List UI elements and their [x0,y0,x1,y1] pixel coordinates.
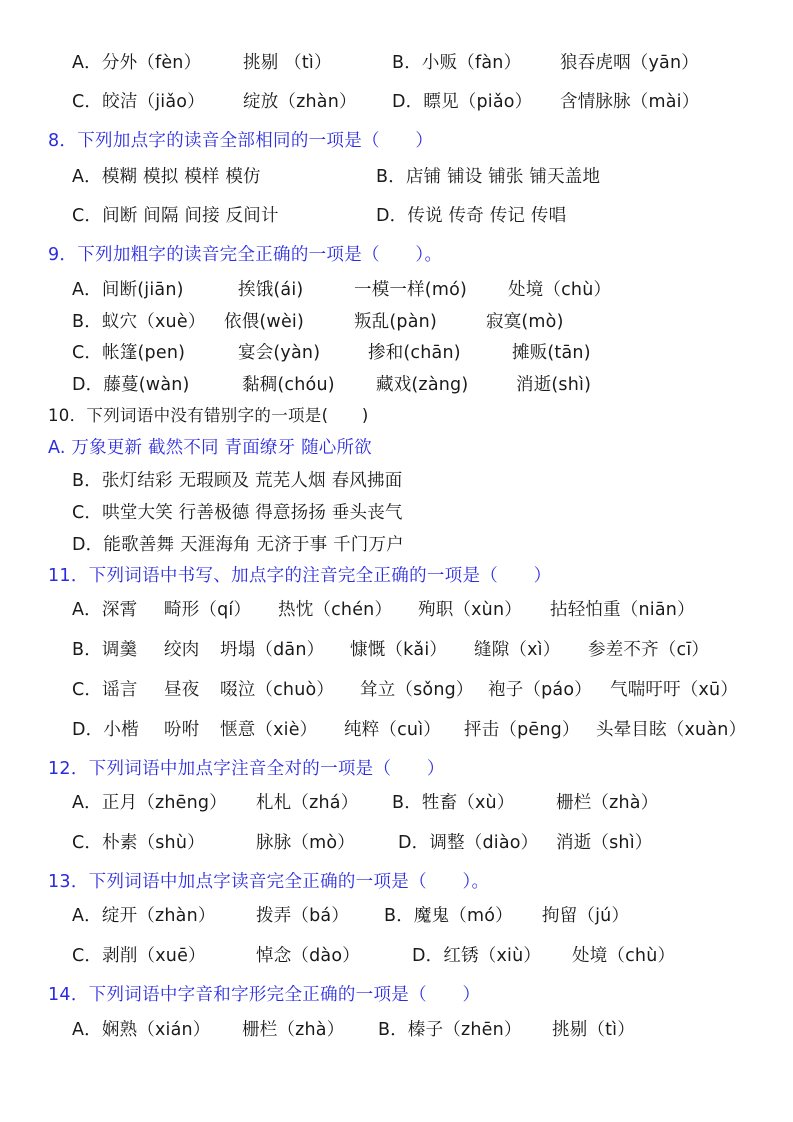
option-text: B．小贩（fàn） [392,53,522,73]
option-text: 挑剔 （tì） [243,53,332,73]
option-text: 消逝（shì） [556,833,653,853]
option-text: 栅栏（zhà） [242,1020,345,1040]
option-text: A．娴熟（xián） [72,1020,211,1040]
option-text: 慷慨（kǎi） [350,640,448,660]
option-text: 坍塌（dān） [220,640,325,660]
option-text: C．帐篷(pen) [72,343,186,363]
question-11: 11．下列词语中书写、加点字的注音完全正确的一项是（ ） [48,566,552,586]
option-text: 叛乱(pàn) [354,312,437,332]
option-text: 依偎(wèi) [224,312,304,332]
option-text: 掺和(chān) [368,343,461,363]
option-text: 宴会(yàn) [238,343,321,363]
option-text: 缝隙（xì） [474,640,561,660]
option-text: 热忱（chén） [278,600,393,620]
question-12: 12．下列词语中加点字注音全对的一项是（ ） [48,759,445,779]
question-14: 14．下列词语中字音和字形完全正确的一项是（ ） [48,985,481,1005]
option-text: C．朴素（shù） [72,833,205,853]
option-text: A. 万象更新 截然不同 青面缭牙 随心所欲 [48,438,372,458]
option-text: B．牲畜（xù） [392,793,515,813]
option-text: D．小楷 [72,720,139,740]
option-text: C．谣言 [72,680,138,700]
option-text: 挑剔（tì） [552,1020,635,1040]
option-text: C．间断 间隔 间接 反间计 [72,206,279,226]
option-text: C．皎洁（jiǎo） [72,92,205,112]
option-text: 袍子（páo） [488,680,592,700]
option-text: 参差不齐（cī） [588,640,710,660]
option-text: 绽放（zhàn） [243,92,357,112]
option-text: 拨弄（bá） [256,906,350,926]
option-text: D．红锈（xiù） [412,946,542,966]
option-text: 挨饿(ái) [238,280,304,300]
option-text: 耸立（sǒng） [360,680,474,700]
option-text: 一模一样(mó) [354,280,468,300]
option-text: B．榛子（zhēn） [378,1020,522,1040]
option-text: A．正月（zhēng） [72,793,227,813]
option-text: A．分外（fèn） [72,53,202,73]
option-text: 摊贩(tān) [512,343,591,363]
option-text: B．调羹 [72,640,138,660]
option-text: 绞肉 [164,640,200,660]
option-text: B．蚁穴（xuè） [72,312,206,332]
option-text: 脉脉（mò） [256,833,355,853]
option-text: 处境（chù） [508,280,612,300]
option-text: 殉职（xùn） [418,600,522,620]
option-text: 畸形（qí） [164,600,252,620]
option-text: D．瞟见（piǎo） [392,92,533,112]
option-text: 抨击（pēng） [464,720,580,740]
option-text: C．剥削（xuē） [72,946,206,966]
option-text: B．张灯结彩 无瑕顾及 荒芜人烟 春风拂面 [72,471,403,491]
question-8: 8．下列加点字的读音全部相同的一项是（ ） [48,131,434,151]
option-text: 札札（zhá） [256,793,359,813]
option-text: 吩咐 [164,720,200,740]
option-text: 栅栏（zhà） [556,793,659,813]
option-text: 拈轻怕重（niān） [550,600,695,620]
option-text: 处境（chù） [572,946,676,966]
option-text: 头晕目眩（xuàn） [596,720,747,740]
option-text: D．能歌善舞 天涯海角 无济于事 千门万户 [72,535,404,555]
option-text: A．绽开（zhàn） [72,906,216,926]
option-text: 狼吞虎咽（yān） [560,53,699,73]
question-10: 10．下列词语中没有错别字的一项是( ) [48,406,369,425]
option-text: A．深霄 [72,600,138,620]
option-text: B．魔鬼（mó） [384,906,513,926]
option-text: 拘留（jú） [542,906,630,926]
option-text: 啜泣（chuò） [220,680,335,700]
option-text: 悼念（dào） [256,946,360,966]
option-text: D．调整（diào） [398,833,539,853]
option-text: 黏稠(chóu) [242,375,335,395]
option-text: A．间断(jiān) [72,280,184,300]
option-text: 藏戏(zàng) [376,375,469,395]
option-text: 寂寞(mò) [486,312,564,332]
option-text: A．模糊 模拟 模样 模仿 [72,167,261,187]
option-text: D．传说 传奇 传记 传唱 [376,206,567,226]
option-text: 纯粹（cuì） [344,720,441,740]
option-text: 惬意（xiè） [220,720,318,740]
option-text: C．哄堂大笑 行善极德 得意扬扬 垂头丧气 [72,503,403,523]
option-text: 消逝(shì) [516,375,592,395]
option-text: 含情脉脉（mài） [560,92,700,112]
option-text: B．店铺 铺设 铺张 铺天盖地 [376,167,601,187]
option-text: 气喘吁吁（xū） [610,680,739,700]
question-13: 13．下列词语中加点字读音完全正确的一项是（ ）。 [48,872,490,892]
question-9: 9．下列加粗字的读音完全正确的一项是（ ）。 [48,245,443,265]
option-text: 昼夜 [164,680,200,700]
option-text: D．藤蔓(wàn) [72,375,190,395]
